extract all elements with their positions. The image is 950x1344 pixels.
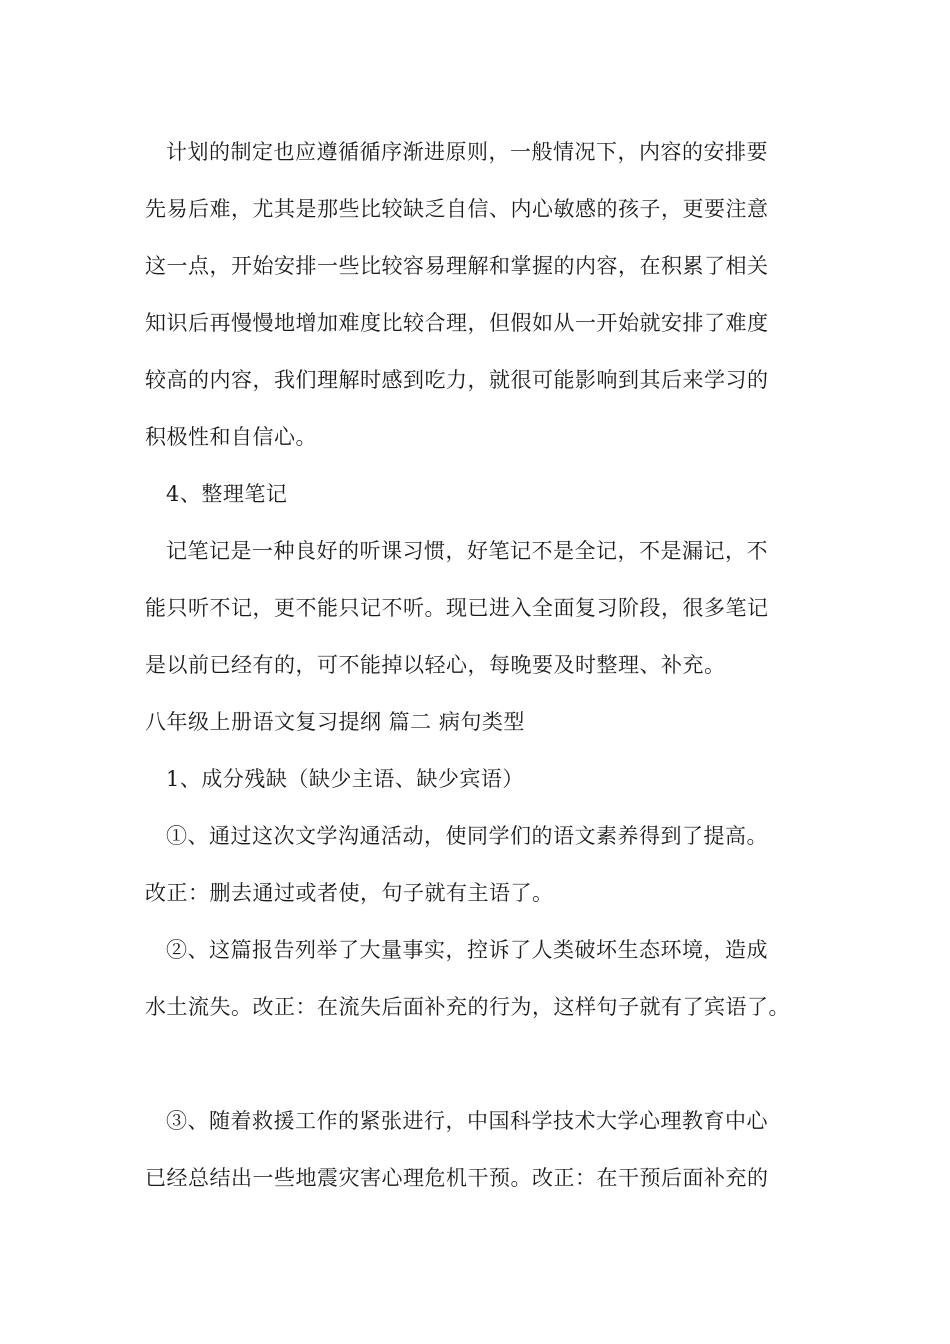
example-line: ②、这篇报告列举了大量事实，控诉了人类破坏生态环境，造成	[166, 938, 768, 962]
paragraph-line: 知识后再慢慢地增加难度比较合理，但假如从一开始就安排了难度	[145, 311, 769, 335]
paragraph-line: 是以前已经有的，可不能掉以轻心，每晚要及时整理、补充。	[145, 653, 726, 677]
example-line: ①、通过这次文学沟通活动，使同学们的语文素养得到了提高。	[166, 824, 768, 848]
section-heading: 1、成分残缺（缺少主语、缺少宾语）	[166, 767, 524, 791]
paragraph-line: 这一点，开始安排一些比较容易理解和掌握的内容，在积累了相关	[145, 254, 769, 278]
paragraph-line: 积极性和自信心。	[145, 425, 317, 449]
correction-line: 水土流失。改正：在流失后面补充的行为，这样句子就有了宾语了。	[145, 995, 790, 1019]
article-heading: 八年级上册语文复习提纲 篇二 病句类型	[145, 710, 525, 734]
paragraph-line: 能只听不记，更不能只记不听。现已进入全面复习阶段，很多笔记	[145, 596, 769, 620]
paragraph-line: 较高的内容，我们理解时感到吃力，就很可能影响到其后来学习的	[145, 368, 769, 392]
example-line: ③、随着救援工作的紧张进行，中国科学技术大学心理教育中心	[166, 1109, 768, 1133]
paragraph-line: 计划的制定也应遵循循序渐进原则，一般情况下，内容的安排要	[166, 140, 768, 164]
correction-line: 改正：删去通过或者使，句子就有主语了。	[145, 881, 554, 905]
paragraph-line: 先易后难，尤其是那些比较缺乏自信、内心敏感的孩子，更要注意	[145, 197, 769, 221]
section-heading: 4、整理笔记	[166, 482, 288, 506]
correction-line: 已经总结出一些地震灾害心理危机干预。改正：在干预后面补充的	[145, 1166, 769, 1190]
paragraph-line: 记笔记是一种良好的听课习惯，好笔记不是全记，不是漏记，不	[166, 539, 768, 563]
